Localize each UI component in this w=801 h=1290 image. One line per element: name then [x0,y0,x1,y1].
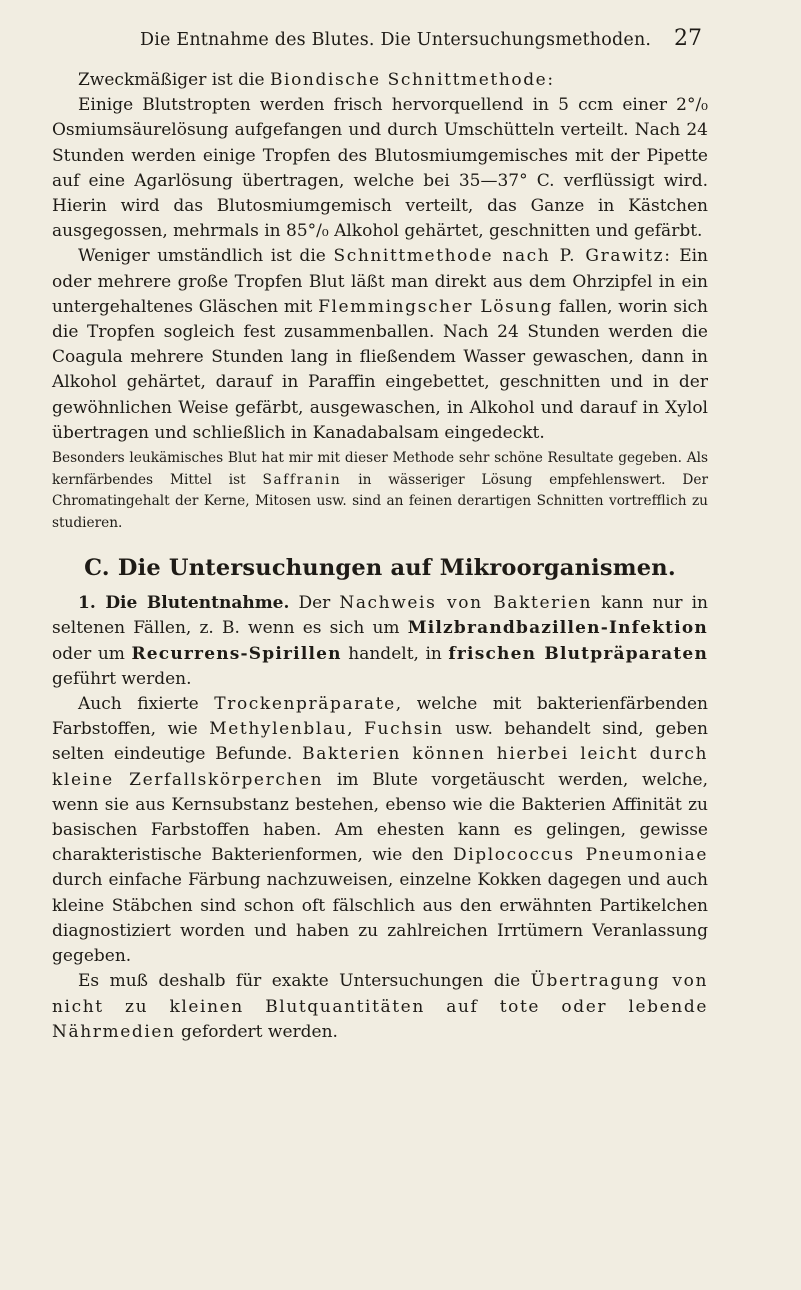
paragraph-uebertragung [52,969,708,1045]
text-span: kann nur in seltenen Fällen, z. B. wenn es sich um [52,593,708,639]
stain-term: Saffranin [262,471,342,488]
text-span: Auch fixierte [78,694,215,715]
text-span: im Blute vorgetäuscht werden, welche, wenn sie aus Kernsubstanz bestehen, ebenso wie die Bakterien Affinität zu basischen Farbstoffen haben. Am ehesten kann es gelingen, gewisse charakteristische Bakterienformen, wie den [52,769,708,866]
emph-term: frischen Blutpräparaten [448,643,709,664]
running-header [140,30,680,50]
organism-term: Diplococcus Pneumoniae [452,845,709,866]
text-span: in wässeriger Lösung empfehlenswert. Der Chromatingehalt der Kerne, Mitosen usw. sind an feinen derartigen Schnitten vortrefflich zu studieren. [52,471,709,531]
text-span: gefordert werden. [175,1021,338,1042]
method-term: Schnittmethode nach P. Grawitz: [333,246,672,267]
paragraph-blutentnahme [52,591,708,692]
text-span: Ein oder mehrere große Tropfen Blut läßt man direkt aus dem Ohrzipfel in ein untergehaltenes Gläschen mit [52,246,708,317]
text-span: fallen, worin sich die Tropfen sogleich fest zusammenballen. Nach 24 Stunden werden die Coagula mehrere Stunden lang in fließendem Wasser gewaschen, dann in Alkohol gehärtet, darauf in Paraffin eingebettet, geschnitten und in der gewöhnlichen Weise gefärbt, ausgewaschen, in Alkohol und darauf in Xylol übertragen und schließlich in Kanadabalsam eingedeckt. [52,296,708,443]
emph-term: Nachweis von Bakterien [339,593,593,614]
method-term: Biondische Schnittmethode: [269,70,555,90]
text-span: handelt, in [341,643,449,664]
running-header-title: Die Entnahme des Blutes. Die Untersuchungsmethoden. [140,30,652,50]
text-span: Weniger umständlich ist die [78,246,334,267]
page-number: 27 [674,26,702,51]
text-span: Besonders leukämisches Blut hat mir mit dieser Methode sehr schöne Resultate gegeben. Als kernfärbendes Mittel ist [52,450,708,488]
paragraph-biondi-intro [52,68,708,93]
text-span: , [347,719,365,740]
text-span: Es muß deshalb für exakte Untersuchungen die [78,971,531,992]
text-span: geführt werden. [52,668,192,689]
text-span: Zweckmäßiger ist die [78,70,270,90]
text-span: Der [289,593,340,614]
text-span: , welche mit bakterienfärbenden Farbstoffen, wie [52,694,708,740]
paragraph-grawitz [52,244,708,446]
emph-term: Bakterien können hierbei leicht durch kleine Zerfallskörperchen [52,744,708,790]
footnote-leukemia [52,448,708,534]
emph-term: Recurrens-Spirillen [131,643,342,664]
text-span: oder um [52,643,132,664]
emph-term: Übertragung von nicht zu kleinen Blutquantitäten auf tote oder lebende Nährmedien [52,971,708,1042]
paragraph-trockenpraeparate [52,692,708,969]
section-heading: C. Die Untersuchungen auf Mikroorganismen. [84,555,676,582]
stain-term: Fuchsin [364,719,444,740]
subsection-title: 1. Die Blutentnahme. [78,593,290,614]
emph-term: Milzbrandbazillen-Infektion [407,618,708,639]
paragraph-biondi-procedure: Einige Blutstropten werden frisch hervorquellend in 5 ccm einer 2°/₀ Osmiumsäurelösung aufgefangen und durch Umschütteln verteilt. Nach 24 Stunden werden einige Tropfen des Blutosmiumgemisches mit der Pipette auf eine Agarlösung übertragen, welche bei 35—37° C. verflüssigt wird. Hierin wird das Blutosmiumgemisch verteilt, das Ganze in Kästchen ausgegossen, mehrmals in 85°/₀ Alkohol gehärtet, geschnitten und gefärbt. [52,95,708,242]
stain-term: Methylenblau [209,719,348,740]
body-text [52,68,708,1045]
text-span: usw. behandelt sind, geben selten eindeutige Befunde. [52,719,708,765]
emph-term: Trockenpräparate [214,694,396,715]
solution-term: Flemmingscher Lösung [318,296,554,317]
text-span: durch einfache Färbung nachzuweisen, einzelne Kokken dagegen und auch kleine Stäbchen sind schon oft fälschlich aus den erwähnten Partikelchen diagnostiziert worden und haben zu zahlreichen Irrtümern Veranlassung gegeben. [52,870,708,967]
